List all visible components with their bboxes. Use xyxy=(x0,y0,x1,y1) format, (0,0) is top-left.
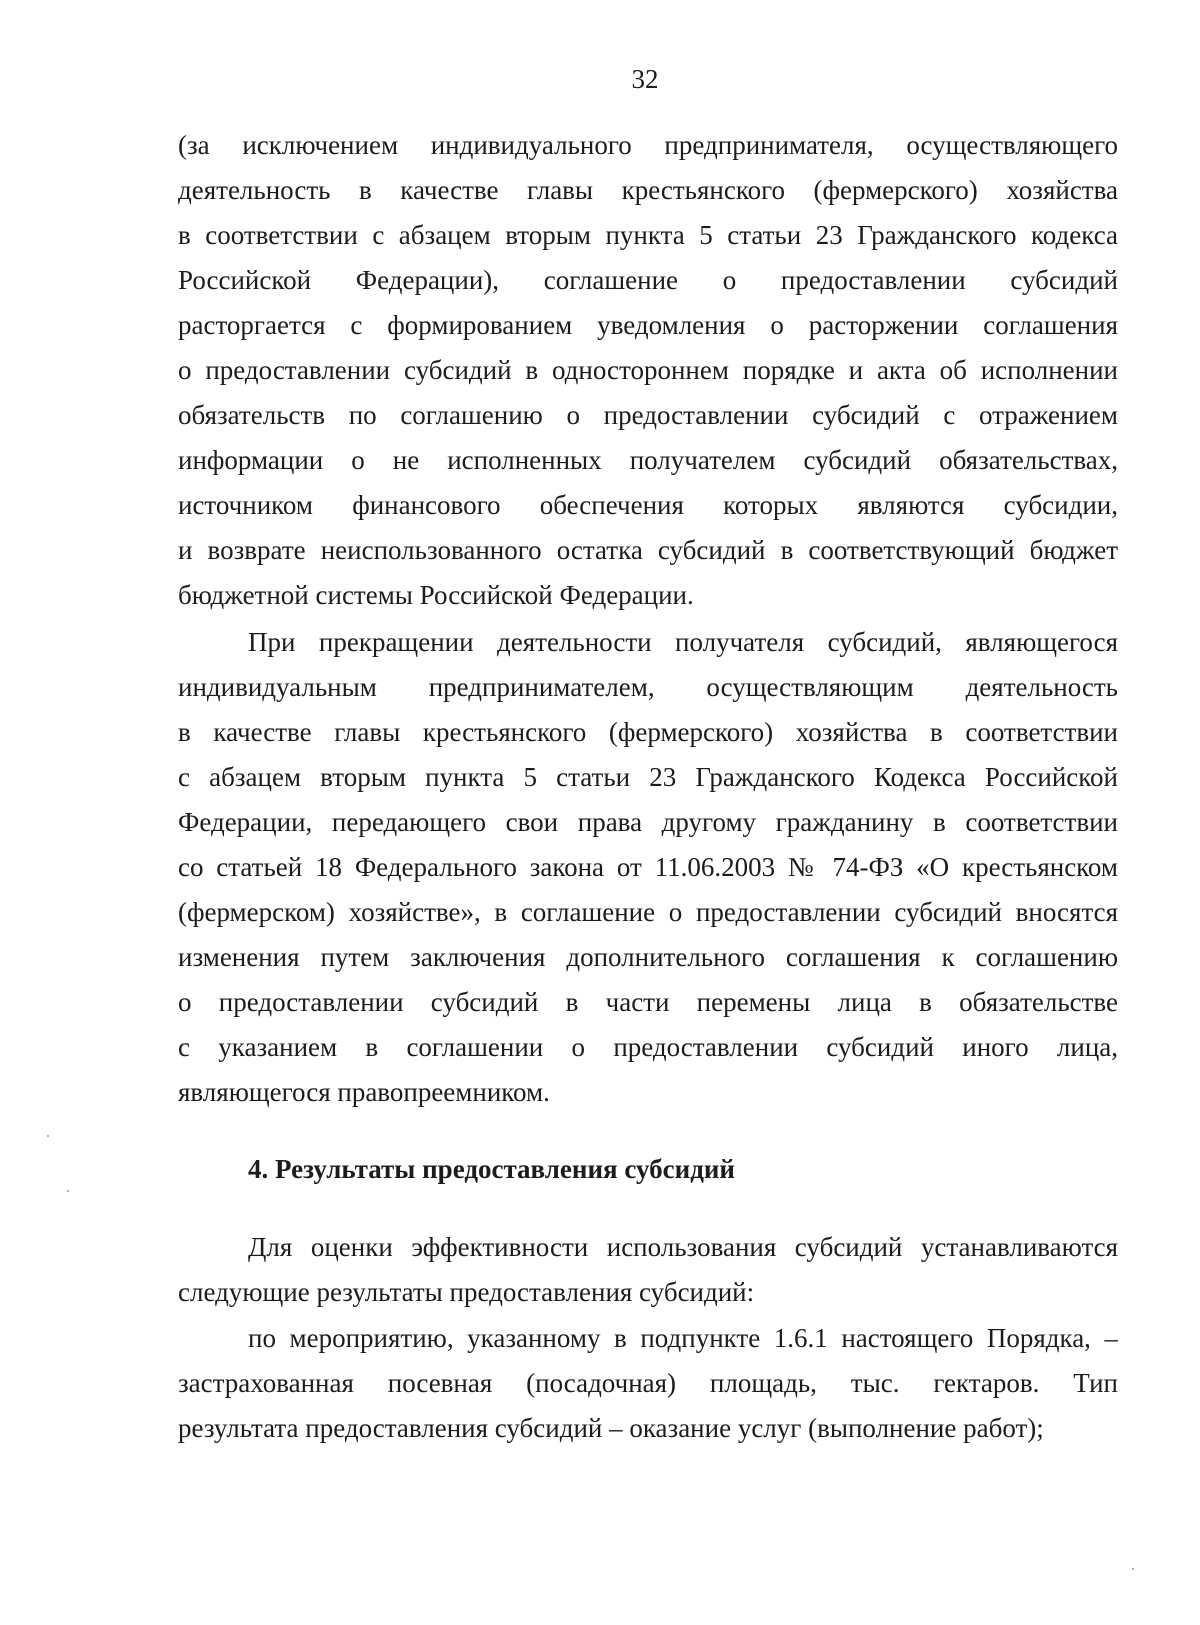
text-line: со статьей 18 Федерального закона от 11.06.2003 № 74-ФЗ «О крестьянском xyxy=(178,852,1118,882)
text-line: индивидуальным предпринимателем, осуществляющим деятельность xyxy=(178,672,1118,702)
text-line: изменения путем заключения дополнительного соглашения к соглашению xyxy=(178,942,1118,972)
section-heading: 4. Результаты предоставления субсидий xyxy=(248,1154,735,1184)
text-line: и возврате неиспользованного остатка субсидий в соответствующий бюджет xyxy=(178,535,1118,565)
text-line: о предоставлении субсидий в части перемены лица в обязательстве xyxy=(178,987,1118,1017)
scan-speck xyxy=(67,1190,69,1192)
text-line: в качестве главы крестьянского (фермерского) хозяйства в соответствии xyxy=(178,717,1118,747)
text-line: расторгается с формированием уведомления о расторжении соглашения xyxy=(178,310,1118,340)
text-line: Российской Федерации), соглашение о предоставлении субсидий xyxy=(178,265,1118,295)
text-line: источником финансового обеспечения которых являются субсидии, xyxy=(178,490,1118,520)
text-line: (за исключением индивидуального предпринимателя, осуществляющего xyxy=(178,130,1118,160)
text-line: в соответствии с абзацем вторым пункта 5 статьи 23 Гражданского кодекса xyxy=(178,220,1118,250)
text-line: Для оценки эффективности использования субсидий устанавливаются xyxy=(248,1232,1118,1262)
text-line: результата предоставления субсидий – оказание услуг (выполнение работ); xyxy=(178,1413,1044,1443)
text-line: Федерации, передающего свои права другому гражданину в соответствии xyxy=(178,807,1118,837)
text-line: информации о не исполненных получателем субсидий обязательствах, xyxy=(178,445,1118,475)
text-line: о предоставлении субсидий в одностороннем порядке и акта об исполнении xyxy=(178,355,1118,385)
text-line: бюджетной системы Российской Федерации. xyxy=(178,580,694,610)
text-line: (фермерском) хозяйстве», в соглашение о предоставлении субсидий вносятся xyxy=(178,897,1118,927)
text-line: по мероприятию, указанному в подпункте 1.6.1 настоящего Порядка, – xyxy=(248,1323,1118,1353)
text-line: деятельность в качестве главы крестьянского (фермерского) хозяйства xyxy=(178,175,1118,205)
text-line: При прекращении деятельности получателя субсидий, являющегося xyxy=(248,627,1118,657)
text-line: застрахованная посевная (посадочная) площадь, тыс. гектаров. Тип xyxy=(178,1368,1118,1398)
text-line: обязательств по соглашению о предоставлении субсидий с отражением xyxy=(178,400,1118,430)
text-line: с указанием в соглашении о предоставлении субсидий иного лица, xyxy=(178,1032,1118,1062)
text-line: с абзацем вторым пункта 5 статьи 23 Гражданского Кодекса Российской xyxy=(178,762,1118,792)
page-number: 32 xyxy=(631,64,659,94)
text-line: являющегося правопреемником. xyxy=(178,1077,550,1107)
text-line: следующие результаты предоставления субсидий: xyxy=(178,1277,755,1307)
scan-speck xyxy=(1132,1568,1134,1570)
scan-speck xyxy=(47,1135,49,1137)
